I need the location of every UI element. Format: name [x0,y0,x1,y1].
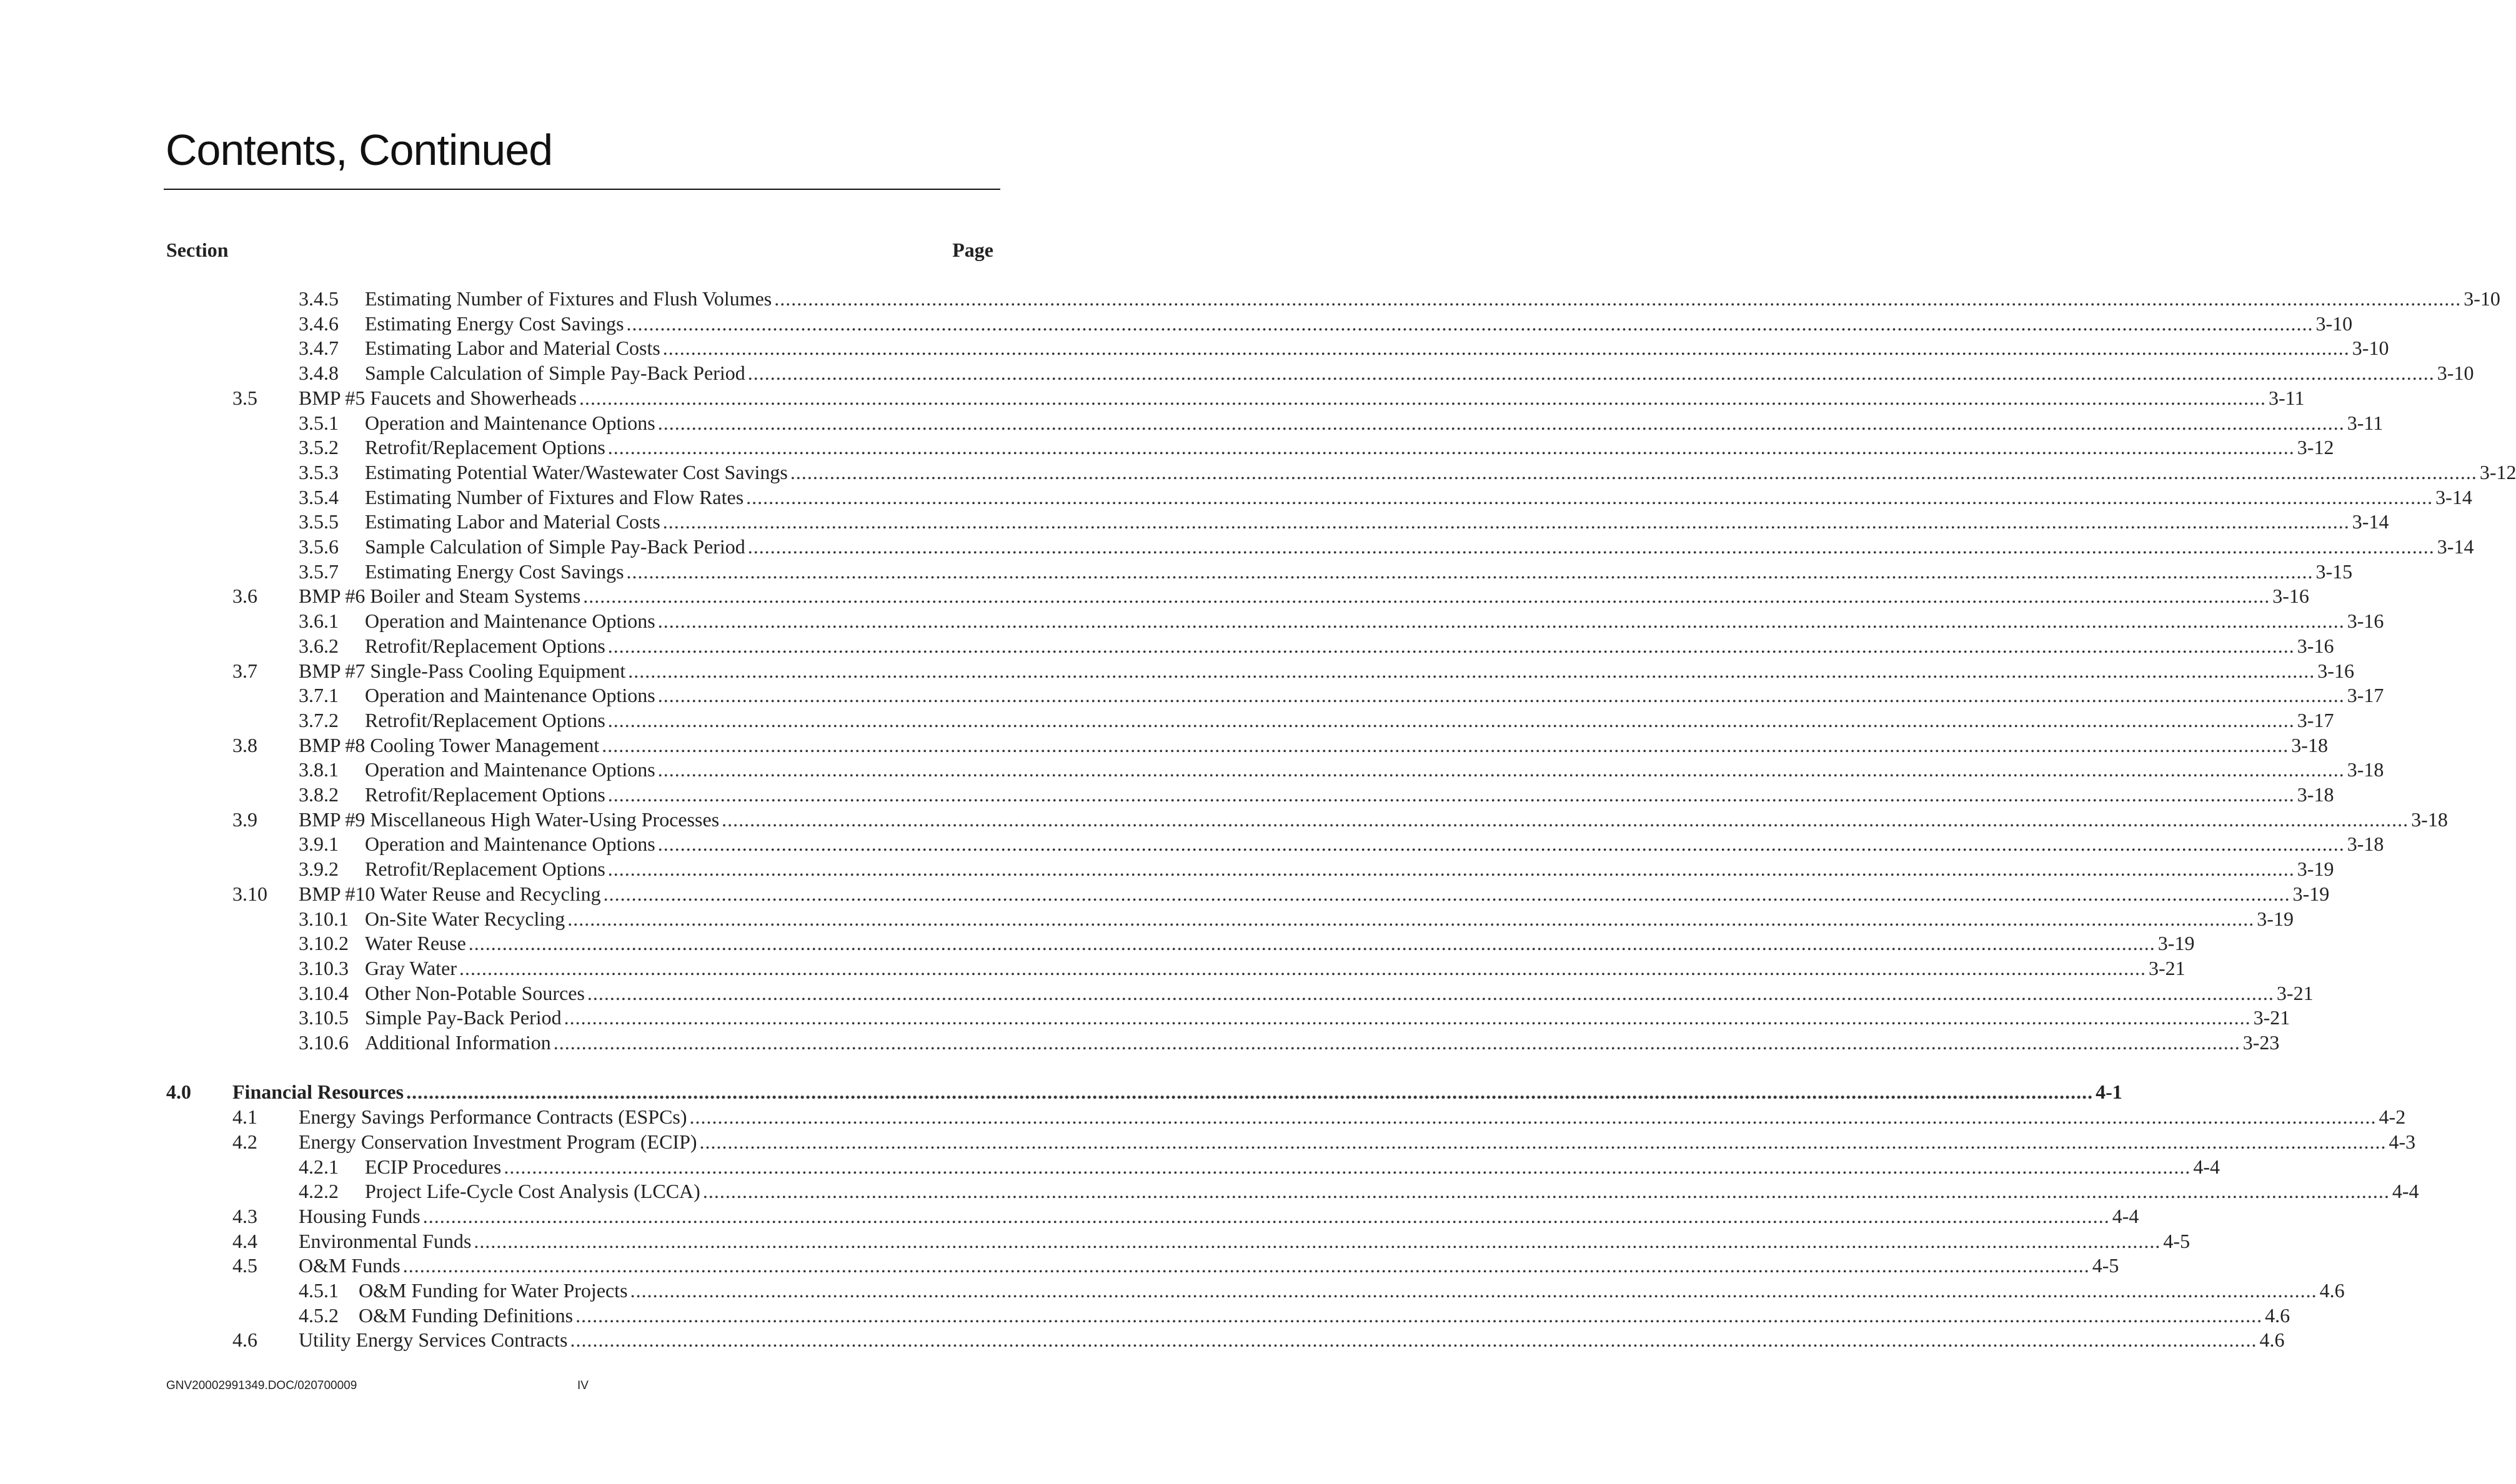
toc-entry-page: 3-10 [2464,287,2500,310]
toc-entry-title: ECIP Procedures [365,1155,502,1178]
toc-entry-title: Utility Energy Services Contracts [299,1328,568,1352]
toc-entry-title: Estimating Labor and Material Costs [365,337,660,360]
toc-entry-title: BMP #10 Water Reuse and Recycling [299,882,601,905]
toc-entry-title: Water Reuse [365,932,466,955]
toc-entry-page: 3-11 [2347,411,2384,434]
toc-entry-page: 3-14 [2437,535,2474,558]
toc-entry[interactable] [299,708,2334,733]
toc-entry[interactable] [299,360,2474,385]
toc-entry-title: Retrofit/Replacement Options [365,634,605,657]
dot-leader: ............................................................................................................................................................................................................................................................................................................ [607,634,2295,657]
dot-leader: ............................................................................................................................................................................................................................................................................................................ [575,1303,2263,1327]
toc-entry-page: 3-19 [2257,907,2294,930]
toc-entry-title: BMP #9 Miscellaneous High Water-Using Processes [299,808,720,831]
toc-entry[interactable] [299,956,2185,981]
dot-leader: ............................................................................................................................................................................................................................................................................................................ [662,510,2350,533]
toc-entry-page: 4.6 [2265,1303,2290,1327]
toc-entry-page: 4.6 [2319,1279,2345,1302]
toc-entry-page: 3-15 [2315,560,2353,583]
toc-entry-page: 4-5 [2163,1229,2190,1252]
dot-leader: ............................................................................................................................................................................................................................................................................................................ [607,708,2295,731]
dot-leader: ............................................................................................................................................................................................................................................................................................................ [607,436,2295,459]
toc-entry-page: 3-12 [2479,460,2516,483]
toc-entry-page: 3-21 [2253,1006,2290,1029]
toc-entry[interactable] [299,534,2474,559]
toc-entry-number: 3.5.4 [299,485,339,508]
toc-entry-page: 3-21 [2148,956,2185,979]
toc-entry[interactable] [299,906,2294,931]
toc-entry[interactable] [299,311,2353,336]
toc-entry[interactable] [299,509,2389,534]
toc-entry[interactable] [299,485,2472,510]
toc-entry-number: 4.2.1 [299,1155,339,1178]
toc-entry-number: 3.4.7 [299,337,339,360]
toc-entry-page: 4-5 [2092,1254,2119,1277]
toc-entry[interactable] [299,435,2334,460]
toc-entry-number: 3.8.2 [299,783,339,806]
toc-entry-number: 3.6 [232,585,257,608]
toc-entry-number: 3.10 [232,882,267,905]
toc-entry-number: 3.8.1 [299,758,339,781]
toc-entry-number: 4.1 [232,1106,257,1129]
dot-leader: ............................................................................................................................................................................................................................................................................................................ [702,1180,2390,1203]
toc-entry-page: 3-19 [2292,882,2330,905]
toc-entry-page: 3-16 [2317,659,2354,682]
toc-entry[interactable] [299,831,2384,856]
toc-entry[interactable] [232,385,2305,410]
toc-entry-title: BMP #7 Single-Pass Cooling Equipment [299,659,626,682]
toc-entry[interactable] [232,1104,2406,1129]
toc-entry[interactable] [299,460,2516,485]
toc-entry-title: Other Non-Potable Sources [365,981,585,1004]
toc-entry-title: Estimating Number of Fixtures and Flow Rates [365,485,744,508]
toc-entry-page: 3-10 [2437,362,2474,385]
toc-entry[interactable] [232,1204,2139,1229]
toc-entry-number: 4.3 [232,1204,257,1227]
toc-entry-page: 3-18 [2297,783,2334,806]
dot-leader: ............................................................................................................................................................................................................................................................................................................ [626,312,2314,335]
dot-leader: ............................................................................................................................................................................................................................................................................................................ [607,858,2295,881]
toc-entry-title: BMP #5 Faucets and Showerheads [299,386,577,409]
toc-entry-page: 4-1 [2096,1081,2122,1104]
toc-entry-number: 3.7 [232,659,257,682]
toc-entry-number: 4.5 [232,1254,257,1277]
toc-entry-page: 3-18 [2411,808,2448,831]
toc-entry-number: 3.5.3 [299,460,339,483]
toc-entry-page: 4-4 [2193,1155,2220,1178]
toc-entry-title: Operation and Maintenance Options [365,758,655,781]
toc-entry-page: 3-16 [2347,610,2384,633]
toc-entry-title: Estimating Number of Fixtures and Flush Volumes [365,287,772,310]
toc-entry-number: 3.10.1 [299,907,349,930]
toc-entry[interactable] [299,1030,2280,1055]
toc-entry-title: Retrofit/Replacement Options [365,783,605,806]
toc-entry-page: 3-23 [2242,1031,2280,1054]
toc-entry-page: 3-10 [2352,337,2389,360]
toc-entry[interactable] [232,1229,2190,1254]
toc-entry-number: 3.5.2 [299,436,339,459]
toc-entry-number: 3.9 [232,808,257,831]
toc-entry-title: Additional Information [365,1031,551,1054]
toc-entry[interactable] [299,633,2334,658]
section-column-header: Section [166,239,229,261]
dot-leader: ............................................................................................................................................................................................................................................................................................................ [657,833,2345,856]
toc-entry-page: 3-14 [2435,485,2472,508]
toc-entry-title: Retrofit/Replacement Options [365,858,605,881]
toc-entry-number: 3.5.7 [299,560,339,583]
toc-entry-number: 3.4.5 [299,287,339,310]
page-title: Contents, Continued [166,126,553,174]
toc-entry-number: 4.6 [232,1328,257,1352]
toc-entry-page: 3-10 [2315,312,2353,335]
dot-leader: ............................................................................................................................................................................................................................................................................................................ [790,460,2477,483]
dot-leader: ............................................................................................................................................................................................................................................................................................................ [607,783,2295,806]
toc-entry-number: 3.5.1 [299,411,339,434]
dot-leader: ............................................................................................................................................................................................................................................................................................................ [628,659,2315,682]
dot-leader: ............................................................................................................................................................................................................................................................................................................ [553,1031,2240,1054]
toc-entry[interactable] [232,658,2354,683]
toc-entry[interactable] [299,335,2389,360]
toc-entry-number: 3.5 [232,386,257,409]
toc-entry-number: 3.6.1 [299,610,339,633]
toc-entry-title: Operation and Maintenance Options [365,411,655,434]
toc-entry[interactable] [299,856,2334,881]
toc-entry-title: Simple Pay-Back Period [365,1006,562,1029]
toc-entry-title: Estimating Labor and Material Costs [365,510,660,533]
dot-leader: ............................................................................................................................................................................................................................................................................................................ [630,1279,2317,1302]
dot-leader: ............................................................................................................................................................................................................................................................................................................ [402,1254,2090,1277]
toc-entry-title: Project Life-Cycle Cost Analysis (LCCA) [365,1180,700,1203]
toc-entry[interactable] [299,981,2314,1006]
toc-entry-page: 3-18 [2291,733,2328,756]
toc-entry-number: 3.4.8 [299,362,339,385]
toc-entry[interactable] [299,931,2195,956]
toc-entry-title: Gray Water [365,956,457,979]
toc-entry-number: 3.6.2 [299,634,339,657]
toc-entry-title: Estimating Potential Water/Wastewater Cost Savings [365,460,788,483]
toc-entry-number: 4.2 [232,1130,257,1153]
toc-entry-title: Energy Conservation Investment Program (ECIP) [299,1130,697,1153]
dot-leader: ............................................................................................................................................................................................................................................................................................................ [468,932,2156,955]
toc-entry-number: 3.9.2 [299,858,339,881]
toc-entry[interactable] [232,1327,2285,1352]
toc-entry-page: 3-11 [2268,386,2305,409]
toc-entry-page: 3-16 [2272,585,2309,608]
toc-entry-title: Sample Calculation of Simple Pay-Back Period [365,535,745,558]
toc-entry[interactable] [299,1303,2290,1328]
dot-leader: ............................................................................................................................................................................................................................................................................................................ [406,1081,2094,1104]
toc-entry-number: 3.10.6 [299,1031,349,1054]
toc-entry[interactable] [232,1253,2119,1278]
toc-entry-title: Sample Calculation of Simple Pay-Back Period [365,362,745,385]
toc-entry-page: 4-2 [2379,1106,2406,1129]
toc-entry-title: Financial Resources [232,1081,404,1104]
dot-leader: ............................................................................................................................................................................................................................................................................................................ [662,337,2350,360]
toc-entry[interactable] [299,683,2384,708]
toc-entry-number: 3.5.6 [299,535,339,558]
dot-leader: ............................................................................................................................................................................................................................................................................................................ [579,386,2266,409]
toc-entry[interactable] [299,782,2334,807]
dot-leader: ............................................................................................................................................................................................................................................................................................................ [657,411,2345,434]
toc-entry[interactable] [232,583,2309,608]
dot-leader: ............................................................................................................................................................................................................................................................................................................ [422,1204,2110,1227]
toc-entry-page: 3-18 [2347,758,2384,781]
toc-entry-page: 3-17 [2297,708,2334,731]
dot-leader: ............................................................................................................................................................................................................................................................................................................ [747,362,2435,385]
toc-entry-number: 3.7.1 [299,684,339,707]
toc-entry-number: 3.10.5 [299,1006,349,1029]
toc-entry-number: 3.7.2 [299,708,339,731]
toc-entry-title: Operation and Maintenance Options [365,684,655,707]
toc-entry-number: 3.4.6 [299,312,339,335]
dot-leader: ............................................................................................................................................................................................................................................................................................................ [474,1229,2161,1252]
toc-entry-number: 3.8 [232,733,257,756]
toc-entry-title: Housing Funds [299,1204,420,1227]
dot-leader: ............................................................................................................................................................................................................................................................................................................ [602,733,2289,756]
dot-leader: ............................................................................................................................................................................................................................................................................................................ [567,907,2255,930]
toc-entry[interactable] [299,1278,2345,1303]
toc-entry-number: 4.5.1 [299,1279,339,1302]
toc-entry[interactable] [232,881,2330,906]
toc-entry-title: Retrofit/Replacement Options [365,436,605,459]
toc-entry[interactable] [232,807,2448,832]
dot-leader: ............................................................................................................................................................................................................................................................................................................ [583,585,2270,608]
toc-entry-page: 3-14 [2352,510,2389,533]
toc-entry-page: 3-17 [2347,684,2384,707]
toc-entry[interactable] [299,1179,2419,1204]
dot-leader: ............................................................................................................................................................................................................................................................................................................ [746,485,2434,508]
toc-entry-title: Estimating Energy Cost Savings [365,560,624,583]
toc-entry-number: 3.10.2 [299,932,349,955]
toc-entry-page: 3-12 [2297,436,2334,459]
toc-entry[interactable] [299,410,2384,435]
toc-entry-title: Retrofit/Replacement Options [365,708,605,731]
toc-entry-title: O&M Funds [299,1254,400,1277]
dot-leader: ............................................................................................................................................................................................................................................................................................................ [747,535,2435,558]
dot-leader: ............................................................................................................................................................................................................................................................................................................ [603,882,2290,905]
toc-entry-number: 4.4 [232,1229,257,1252]
page-column-header: Page [952,239,993,261]
toc-entry-number: 4.2.2 [299,1180,339,1203]
toc-entry-title: BMP #6 Boiler and Steam Systems [299,585,581,608]
toc-entry-page: 4-4 [2392,1180,2419,1203]
footer-page-number: IV [577,1379,589,1392]
toc-entry-page: 4.6 [2259,1328,2285,1352]
toc-entry-title: Energy Savings Performance Contracts (ESPCs) [299,1106,687,1129]
toc-entry-title: O&M Funding Definitions [359,1303,574,1327]
dot-leader: ............................................................................................................................................................................................................................................................................................................ [564,1006,2251,1029]
dot-leader: ............................................................................................................................................................................................................................................................................................................ [504,1155,2191,1178]
toc-entry-page: 3-19 [2157,932,2195,955]
toc-entry[interactable] [299,757,2384,782]
toc-entry-number: 3.9.1 [299,833,339,856]
toc-entry-page: 3-21 [2276,981,2314,1004]
toc-entry[interactable] [232,733,2328,758]
toc-entry[interactable] [299,1154,2220,1179]
dot-leader: ............................................................................................................................................................................................................................................................................................................ [626,560,2314,583]
toc-entry-title: BMP #8 Cooling Tower Management [299,733,600,756]
toc-entry-title: Environmental Funds [299,1229,472,1252]
dot-leader: ............................................................................................................................................................................................................................................................................................................ [689,1106,2377,1129]
toc-entry-number: 3.10.3 [299,956,349,979]
dot-leader: ............................................................................................................................................................................................................................................................................................................ [722,808,2409,831]
toc-entry-number: 4.0 [166,1081,191,1104]
toc-entry[interactable] [299,559,2353,584]
toc-entry-title: O&M Funding for Water Projects [359,1279,628,1302]
dot-leader: ............................................................................................................................................................................................................................................................................................................ [657,758,2345,781]
dot-leader: ............................................................................................................................................................................................................................................................................................................ [774,287,2462,310]
toc-entry[interactable] [299,286,2500,311]
toc-entry[interactable] [232,1129,2416,1154]
footer-document-id: GNV20002991349.DOC/020700009 [166,1379,357,1392]
toc-entry-page: 4-4 [2112,1204,2139,1227]
toc-entry-title: Operation and Maintenance Options [365,610,655,633]
toc-entry[interactable] [166,1079,2122,1104]
toc-entry-title: Operation and Maintenance Options [365,833,655,856]
toc-entry-page: 3-19 [2297,858,2334,881]
toc-entry-page: 3-16 [2297,634,2334,657]
dot-leader: ............................................................................................................................................................................................................................................................................................................ [657,610,2345,633]
dot-leader: ............................................................................................................................................................................................................................................................................................................ [657,684,2345,707]
toc-entry[interactable] [299,608,2384,633]
dot-leader: ............................................................................................................................................................................................................................................................................................................ [587,981,2274,1004]
dot-leader: ............................................................................................................................................................................................................................................................................................................ [699,1130,2387,1153]
toc-entry-number: 4.5.2 [299,1303,339,1327]
dot-leader: ............................................................................................................................................................................................................................................................................................................ [459,956,2146,979]
toc-entry-page: 3-18 [2347,833,2384,856]
toc-entry-number: 3.10.4 [299,981,349,1004]
toc-entry-title: On-Site Water Recycling [365,907,565,930]
dot-leader: ............................................................................................................................................................................................................................................................................................................ [570,1328,2257,1352]
toc-entry-title: Estimating Energy Cost Savings [365,312,624,335]
title-rule [164,189,1000,190]
toc-entry-page: 4-3 [2389,1130,2416,1153]
toc-entry-number: 3.5.5 [299,510,339,533]
toc-entry[interactable] [299,1005,2290,1030]
